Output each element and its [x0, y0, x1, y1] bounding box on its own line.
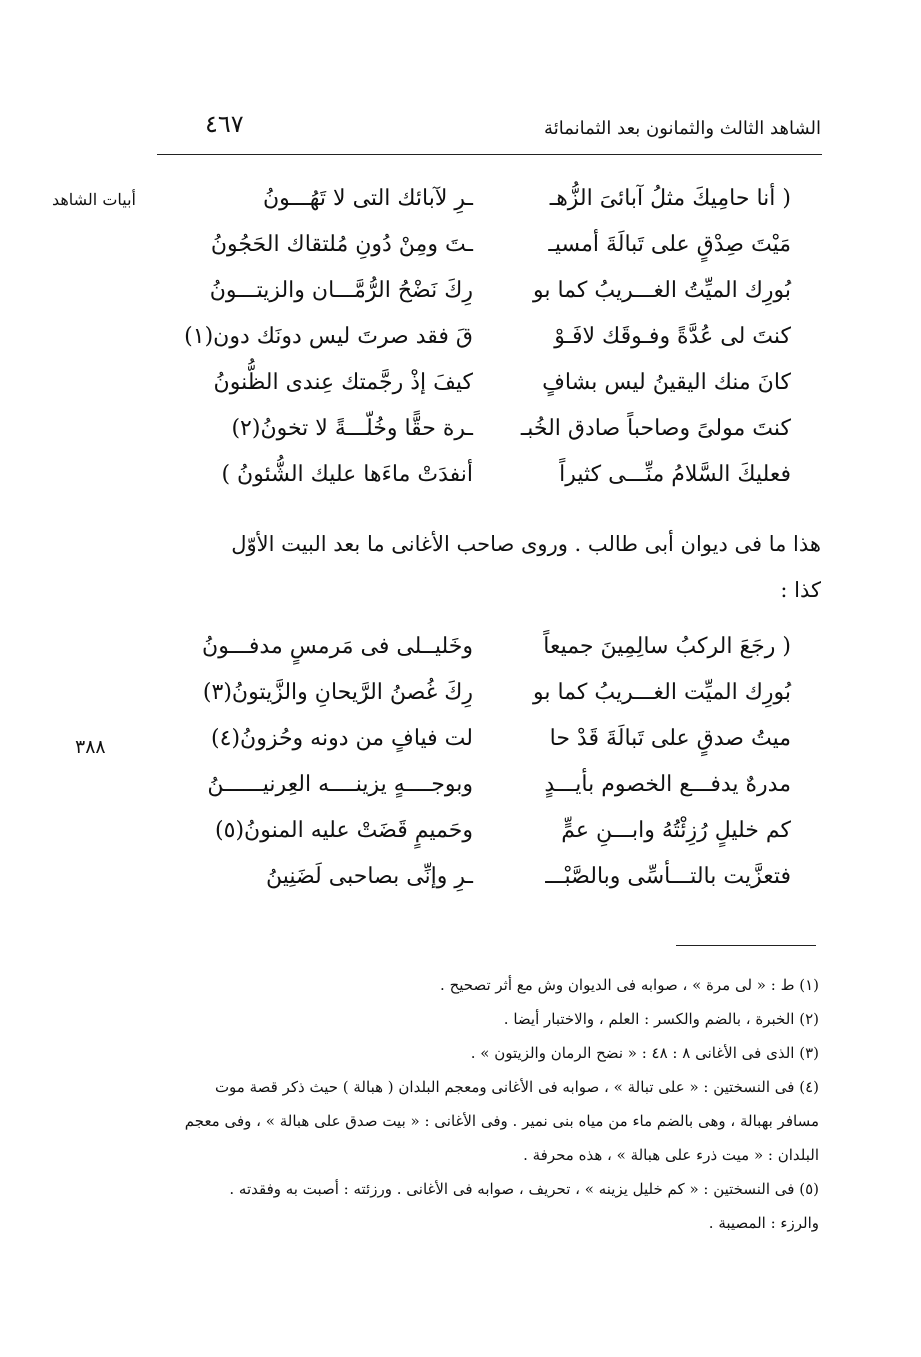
footnote: (٣) الذى فى الأغانى ٨ : ٤٨ : « نضح الرمان والزيتون » . — [470, 1044, 819, 1062]
verse-first-hemistich: بُورِك الميِّتُ الغـــريبُ كما بو — [532, 278, 791, 303]
verse-line — [0, 406, 921, 452]
verse-second-hemistich: كيفَ إذْ رجَّمتك عِندى الظُّنونُ — [213, 370, 473, 395]
verse-line — [0, 452, 921, 498]
verse-line — [0, 176, 921, 222]
verse-first-hemistich: ( رجَعَ الركبُ سالِمِينَ جميعاً — [543, 634, 791, 659]
footnote-continuation: البلدان : « ميت ذرء على هبالة » ، هذه محرفة . — [523, 1146, 819, 1164]
running-header-title: الشاهد الثالث والثمانون بعد الثمانمائة — [544, 118, 821, 139]
poem-verses-1 — [0, 176, 921, 498]
verse-first-hemistich: بُورِك الميِّت الغـــريبُ كما بو — [532, 680, 791, 705]
footnote: (١) ط : « لى مرة » ، صوابه فى الديوان وش مع أثر تصحيح . — [440, 976, 819, 994]
verse-second-hemistich: وحَميمٍ قَضَتْ عليه المنونُ(٥) — [215, 818, 473, 843]
verse-second-hemistich: ـرة حقًّا وخُلّـــةً لا تخونُ(٢) — [231, 416, 473, 441]
verse-second-hemistich: وخَليــلى فى مَرمسٍ مدفـــونُ — [202, 634, 473, 659]
verse-first-hemistich: فعليكَ السَّلامُ منِّـــى كثيراً — [559, 462, 791, 487]
verse-second-hemistich: وبوجــــهٍ يزينــــه العِرنيــــــنُ — [207, 772, 473, 797]
verse-line — [0, 808, 921, 854]
verse-first-hemistich: ميتُ صدقٍ على تَبالَةَ قَدْ حا — [549, 726, 791, 751]
prose-line: كذا : — [780, 578, 821, 602]
verse-first-hemistich: مدرهٌ يدفـــع الخصوم بأيـــدٍ — [544, 772, 791, 797]
verse-second-hemistich: قَ فقد صرتَ ليس دونَك دون(١) — [184, 324, 473, 349]
verse-second-hemistich: ـتَ ومِنْ دُونِ مُلتقاك الحَجُونُ — [210, 232, 473, 257]
verse-second-hemistich: رِكَ نَضْحُ الرُّمَّـــان والزيتـــونُ — [209, 278, 473, 303]
verse-line — [0, 670, 921, 716]
prose-line: هذا ما فى ديوان أبى طالب . وروى صاحب الأغانى ما بعد البيت الأوّل — [231, 532, 821, 556]
footnote-continuation: مسافر بهبالة ، وهى بالضم ماء من مياه بنى نمير . وفى الأغانى : « بيت صدق على هبالة » ، وفى معجم — [184, 1112, 819, 1130]
verse-first-hemistich: كنتَ لى عُدَّةً وفـوقَك لافَـوْ — [554, 324, 791, 349]
verse-second-hemistich: أنفدَتْ ماءَها عليك الشُّئونُ ) — [221, 462, 473, 487]
header-rule — [157, 154, 822, 155]
verse-first-hemistich: فتعزَّيت بالتـــأسِّى وبالصَّبْـــ — [545, 864, 791, 889]
verse-line — [0, 314, 921, 360]
footnote: (٤) فى النسختين : « على تبالة » ، صوابه فى الأغانى ومعجم البلدان ( هبالة ) حيث ذكر قصة موت — [214, 1078, 819, 1096]
footnote-separator — [676, 945, 816, 946]
verse-line — [0, 222, 921, 268]
verse-line — [0, 716, 921, 762]
page-number: ٤٦٧ — [205, 110, 244, 138]
footnote: (٢) الخبرة ، بالضم والكسر : العلم ، والاختبار أيضا . — [503, 1010, 819, 1028]
verse-first-hemistich: مَيْتَ صِدْقٍ على تَبالَةَ أمسيـ — [548, 232, 791, 257]
verse-line — [0, 854, 921, 900]
verse-second-hemistich: ـرِ وإنِّى بصاحبى لَضَنِينُ — [265, 864, 473, 889]
verse-second-hemistich: رِكَ غُصنُ الرَّيحانِ والزَّيتونُ(٣) — [202, 680, 473, 705]
footnotes — [159, 968, 819, 1240]
verse-second-hemistich: ـرِ لآبائك التى لا تَهُـــونُ — [262, 186, 473, 211]
verse-line — [0, 624, 921, 670]
verse-second-hemistich: لت فيافٍ من دونه وحُزونُ(٤) — [211, 726, 473, 751]
verse-line — [0, 360, 921, 406]
verse-first-hemistich: كانَ منك اليقينُ ليس بشافٍ — [542, 370, 791, 395]
verse-first-hemistich: كنتَ مولىً وصاحباً صادق الخُبـ — [520, 416, 791, 441]
margin-reference-number: ٣٨٨ — [75, 736, 106, 758]
verse-first-hemistich: كم خليلٍ رُزِئْتُهُ وابـــنِ عمٍّ — [561, 818, 791, 843]
verse-line — [0, 268, 921, 314]
poem-verses-2 — [0, 624, 921, 900]
footnote: (٥) فى النسختين : « كم خليل يزينه » ، تحريف ، صوابه فى الأغانى . ورزئته : أصبت به وفقدته . — [229, 1180, 819, 1198]
margin-side-label: أبيات الشاهد — [51, 190, 136, 209]
verse-line — [0, 762, 921, 808]
footnote-continuation: والرزء : المصيبة . — [708, 1214, 819, 1232]
verse-first-hemistich: ( أنا حامِيكَ مثلُ آبائىَ الزُّهـ — [549, 186, 791, 211]
